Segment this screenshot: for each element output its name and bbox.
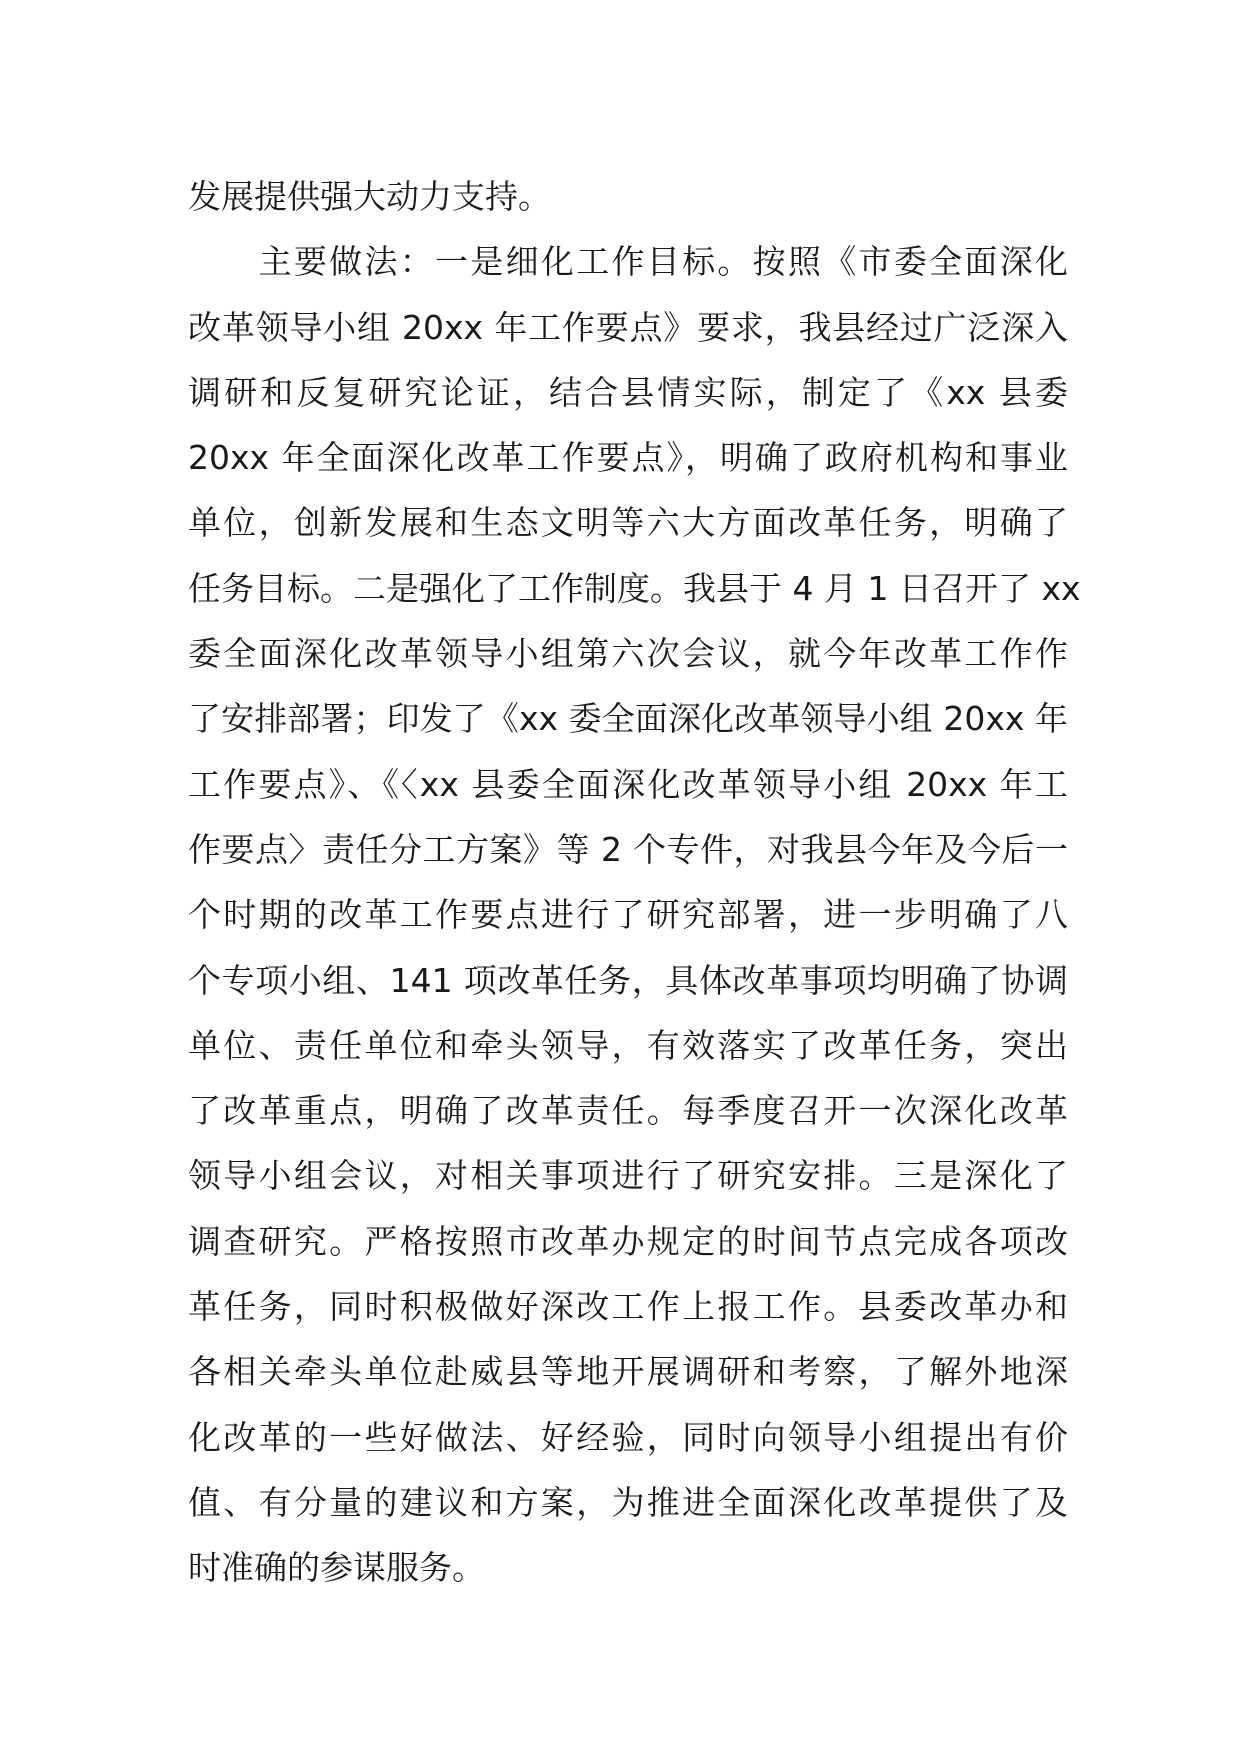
text-line-8: 委全面深化改革领导小组第六次会议，就今年改革工作作 xyxy=(188,634,1068,674)
text-line-22: 时准确的参谋服务。 xyxy=(188,1548,485,1588)
text-line-4: 调研和反复研究论证，结合县情实际，制定了《xx 县委 xyxy=(188,372,1068,412)
body-text xyxy=(188,164,1081,1601)
text-line-18: 革任务，同时积极做好深改工作上报工作。县委改革办和 xyxy=(188,1287,1068,1327)
text-line-5: 20xx 年全面深化改革工作要点》，明确了政府机构和事业 xyxy=(188,438,1068,478)
text-line-11: 作要点〉责任分工方案》等 2 个专件，对我县今年及今后一 xyxy=(188,829,1068,869)
text-line-21: 值、有分量的建议和方案，为推进全面深化改革提供了及 xyxy=(188,1482,1068,1522)
text-line-12: 个时期的改革工作要点进行了研究部署，进一步明确了八 xyxy=(188,895,1068,935)
text-line-2: 主要做法：一是细化工作目标。按照《市委全面深化 xyxy=(188,242,1068,282)
text-line-16: 领导小组会议，对相关事项进行了研究安排。三是深化了 xyxy=(188,1156,1068,1196)
text-line-10: 工作要点》、《〈xx 县委全面深化改革领导小组 20xx 年工 xyxy=(188,764,1068,804)
text-line-1: 发展提供强大动力支持。 xyxy=(188,177,551,216)
text-line-7: 任务目标。二是强化了工作制度。我县于 4 月 1 日召开了 xx xyxy=(188,568,1081,608)
text-line-13: 个专项小组、141 项改革任务，具体改革事项均明确了协调 xyxy=(188,960,1068,1000)
text-line-6: 单位，创新发展和生态文明等六大方面改革任务，明确了 xyxy=(188,503,1068,543)
text-line-17: 调查研究。严格按照市改革办规定的时间节点完成各项改 xyxy=(188,1221,1068,1261)
text-line-3: 改革领导小组 20xx 年工作要点》要求，我县经过广泛深入 xyxy=(188,307,1068,347)
text-line-14: 单位、责任单位和牵头领导，有效落实了改革任务，突出 xyxy=(188,1025,1068,1065)
text-line-9: 了安排部署；印发了《xx 委全面深化改革领导小组 20xx 年 xyxy=(188,699,1068,739)
text-line-15: 了改革重点，明确了改革责任。每季度召开一次深化改革 xyxy=(188,1091,1068,1131)
text-line-19: 各相关牵头单位赴威县等地开展调研和考察，了解外地深 xyxy=(188,1352,1068,1392)
text-line-20: 化改革的一些好做法、好经验，同时向领导小组提出有价 xyxy=(188,1417,1068,1457)
